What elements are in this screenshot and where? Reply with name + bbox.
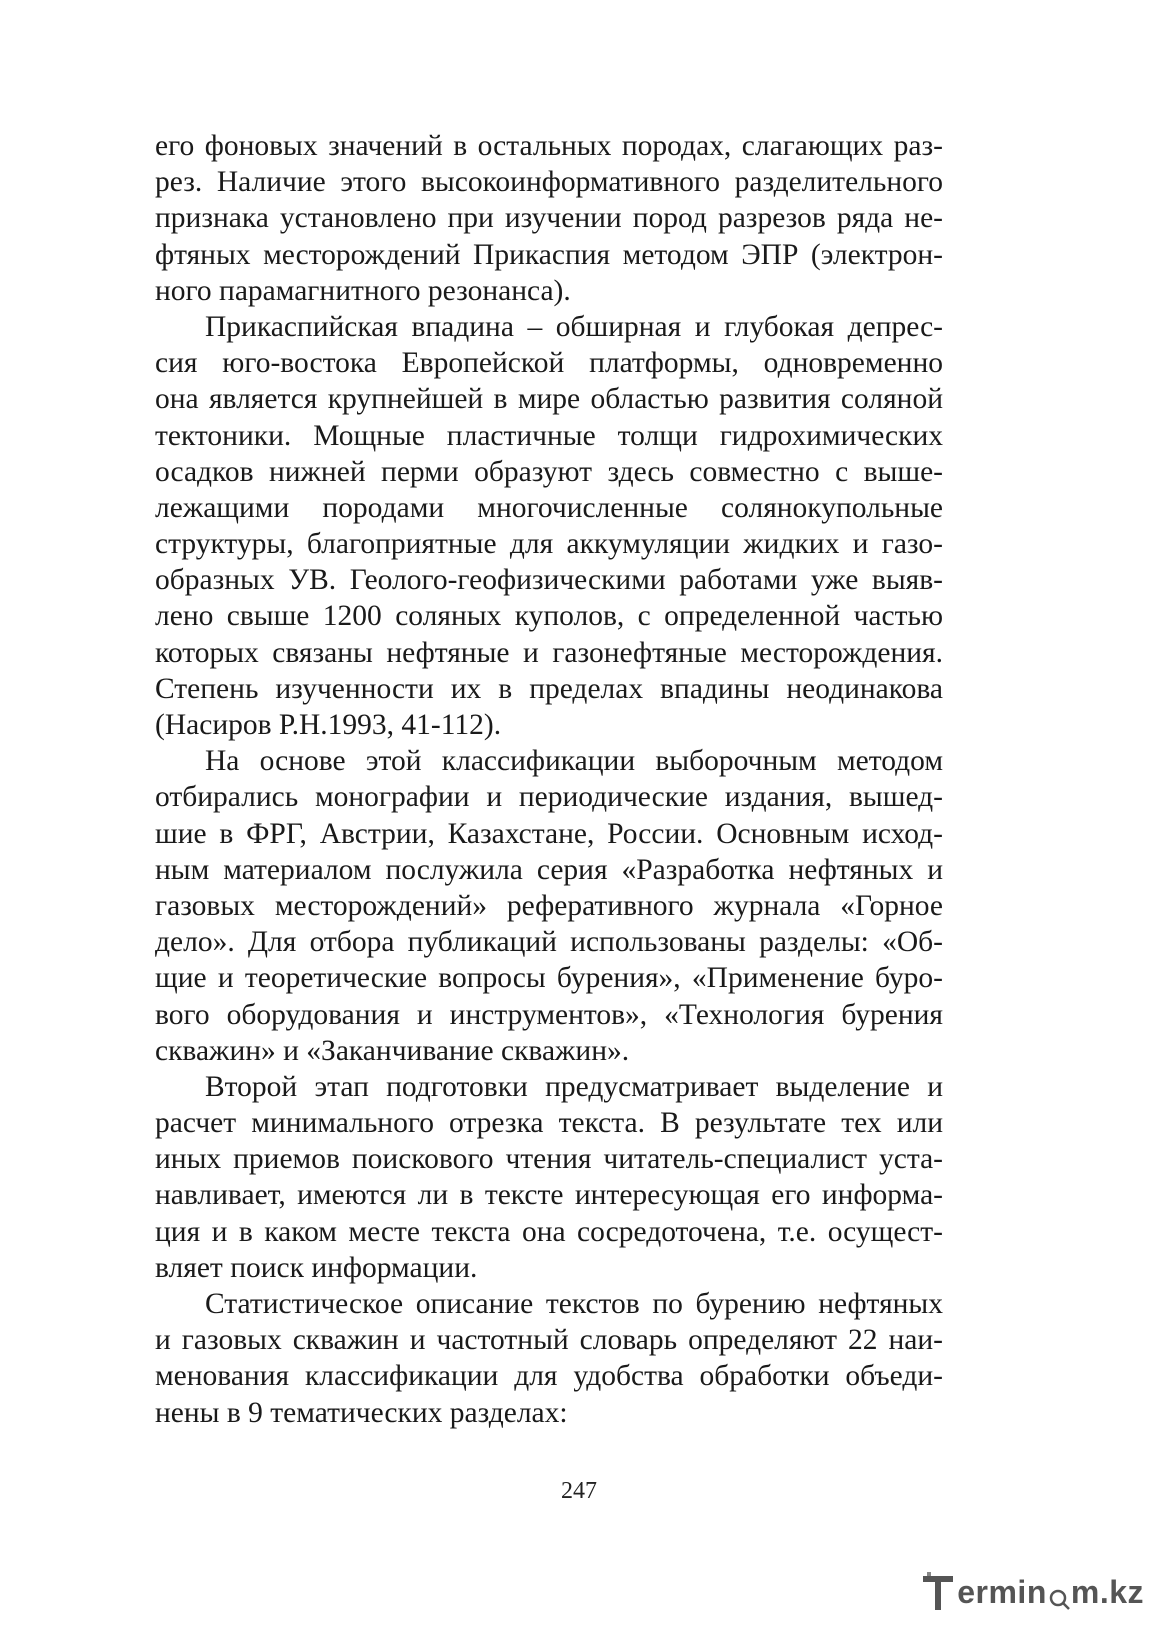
text-line: шие в ФРГ, Австрии, Казахстане, России. Основным исход-: [155, 817, 943, 850]
text-line: лежащими породами многочисленные солянокупольные: [155, 491, 943, 524]
text-line: признака установлено при изучении пород разрезов ряда не-: [155, 202, 943, 235]
paragraph: [155, 309, 943, 743]
text-line: отбирались монографии и периодические издания, вышед-: [155, 781, 943, 814]
text-line: дело». Для отбора публикаций использованы разделы: «Об-: [155, 926, 943, 959]
page-number: 247: [561, 1478, 597, 1504]
watermark-text-part1: ermin: [957, 1573, 1047, 1610]
text-line: Статистическое описание текстов по бурению нефтяных: [205, 1288, 943, 1320]
text-line: Прикаспийская впадина – обширная и глубокая депрес-: [205, 310, 943, 343]
text-line: расчет минимального отрезка текста. В результате тех или: [155, 1107, 943, 1140]
text-line: лено свыше 1200 соляных куполов, с определенной частью: [155, 600, 943, 633]
text-line: ция и в каком месте текста она сосредоточена, т.е. осущест-: [155, 1215, 943, 1248]
paragraph: [155, 128, 943, 309]
text-line: она является крупнейшей в мире областью развития соляной: [155, 383, 943, 416]
text-line: и газовых скважин и частотный словарь определяют 22 наи-: [155, 1324, 943, 1357]
text-line: вого оборудования и инструментов», «Технология бурения: [155, 998, 943, 1031]
paragraph: [155, 1286, 943, 1431]
text-line: иных приемов поискового чтения читатель-специалист уста-: [155, 1143, 943, 1176]
text-line: скважин» и «Заканчивание скважин».: [155, 1034, 630, 1067]
text-line: навливает, имеются ли в тексте интересующая его информа-: [155, 1179, 943, 1212]
paragraph: [155, 743, 943, 1069]
text-line: образных УВ. Геолого-геофизическими работами уже выяв-: [155, 564, 943, 597]
text-line: ным материалом послужила серия «Разработка нефтяных и: [155, 853, 943, 886]
text-line: Степень изученности их в пределах впадины неодинакова: [155, 672, 943, 705]
page-body: [155, 128, 943, 1431]
termincom-logo-icon: [921, 1570, 955, 1614]
text-line: фтяных месторождений Прикаспия методом ЭПР (электрон-: [155, 238, 943, 271]
text-line: осадков нижней перми образуют здесь совместно с выше-: [155, 455, 943, 488]
magnifier-icon: [1048, 1581, 1070, 1603]
text-line: ного парамагнитного резонанса).: [155, 274, 571, 307]
text-line: тектоники. Мощные пластичные толщи гидрохимических: [155, 419, 943, 452]
text-line: (Насиров Р.Н.1993, 41-112).: [155, 709, 502, 741]
text-line: газовых месторождений» реферативного журнала «Горное: [155, 889, 943, 922]
text-line: вляет поиск информации.: [155, 1251, 478, 1284]
paragraph: [155, 1069, 943, 1286]
text-line: структуры, благоприятные для аккумуляции жидких и газо-: [155, 528, 943, 561]
text-line: менования классификации для удобства обработки объеди-: [155, 1360, 943, 1393]
text-line: рез. Наличие этого высокоинформативного разделительного: [155, 166, 943, 199]
text-line: Второй этап подготовки предусматривает выделение и: [205, 1070, 943, 1103]
watermark-text-part2: m.kz: [1070, 1573, 1144, 1610]
watermark-logo: [921, 1567, 1144, 1617]
text-line: На основе этой классификации выборочным методом: [205, 745, 943, 778]
text-line: его фоновых значений в остальных породах, слагающих раз-: [155, 130, 943, 162]
text-line: нены в 9 тематических разделах:: [155, 1396, 568, 1429]
text-line: которых связаны нефтяные и газонефтяные месторождения.: [155, 636, 943, 669]
text-line: щие и теоретические вопросы бурения», «Применение буро-: [155, 962, 943, 995]
text-line: сия юго-востока Европейской платформы, одновременно: [155, 347, 943, 380]
